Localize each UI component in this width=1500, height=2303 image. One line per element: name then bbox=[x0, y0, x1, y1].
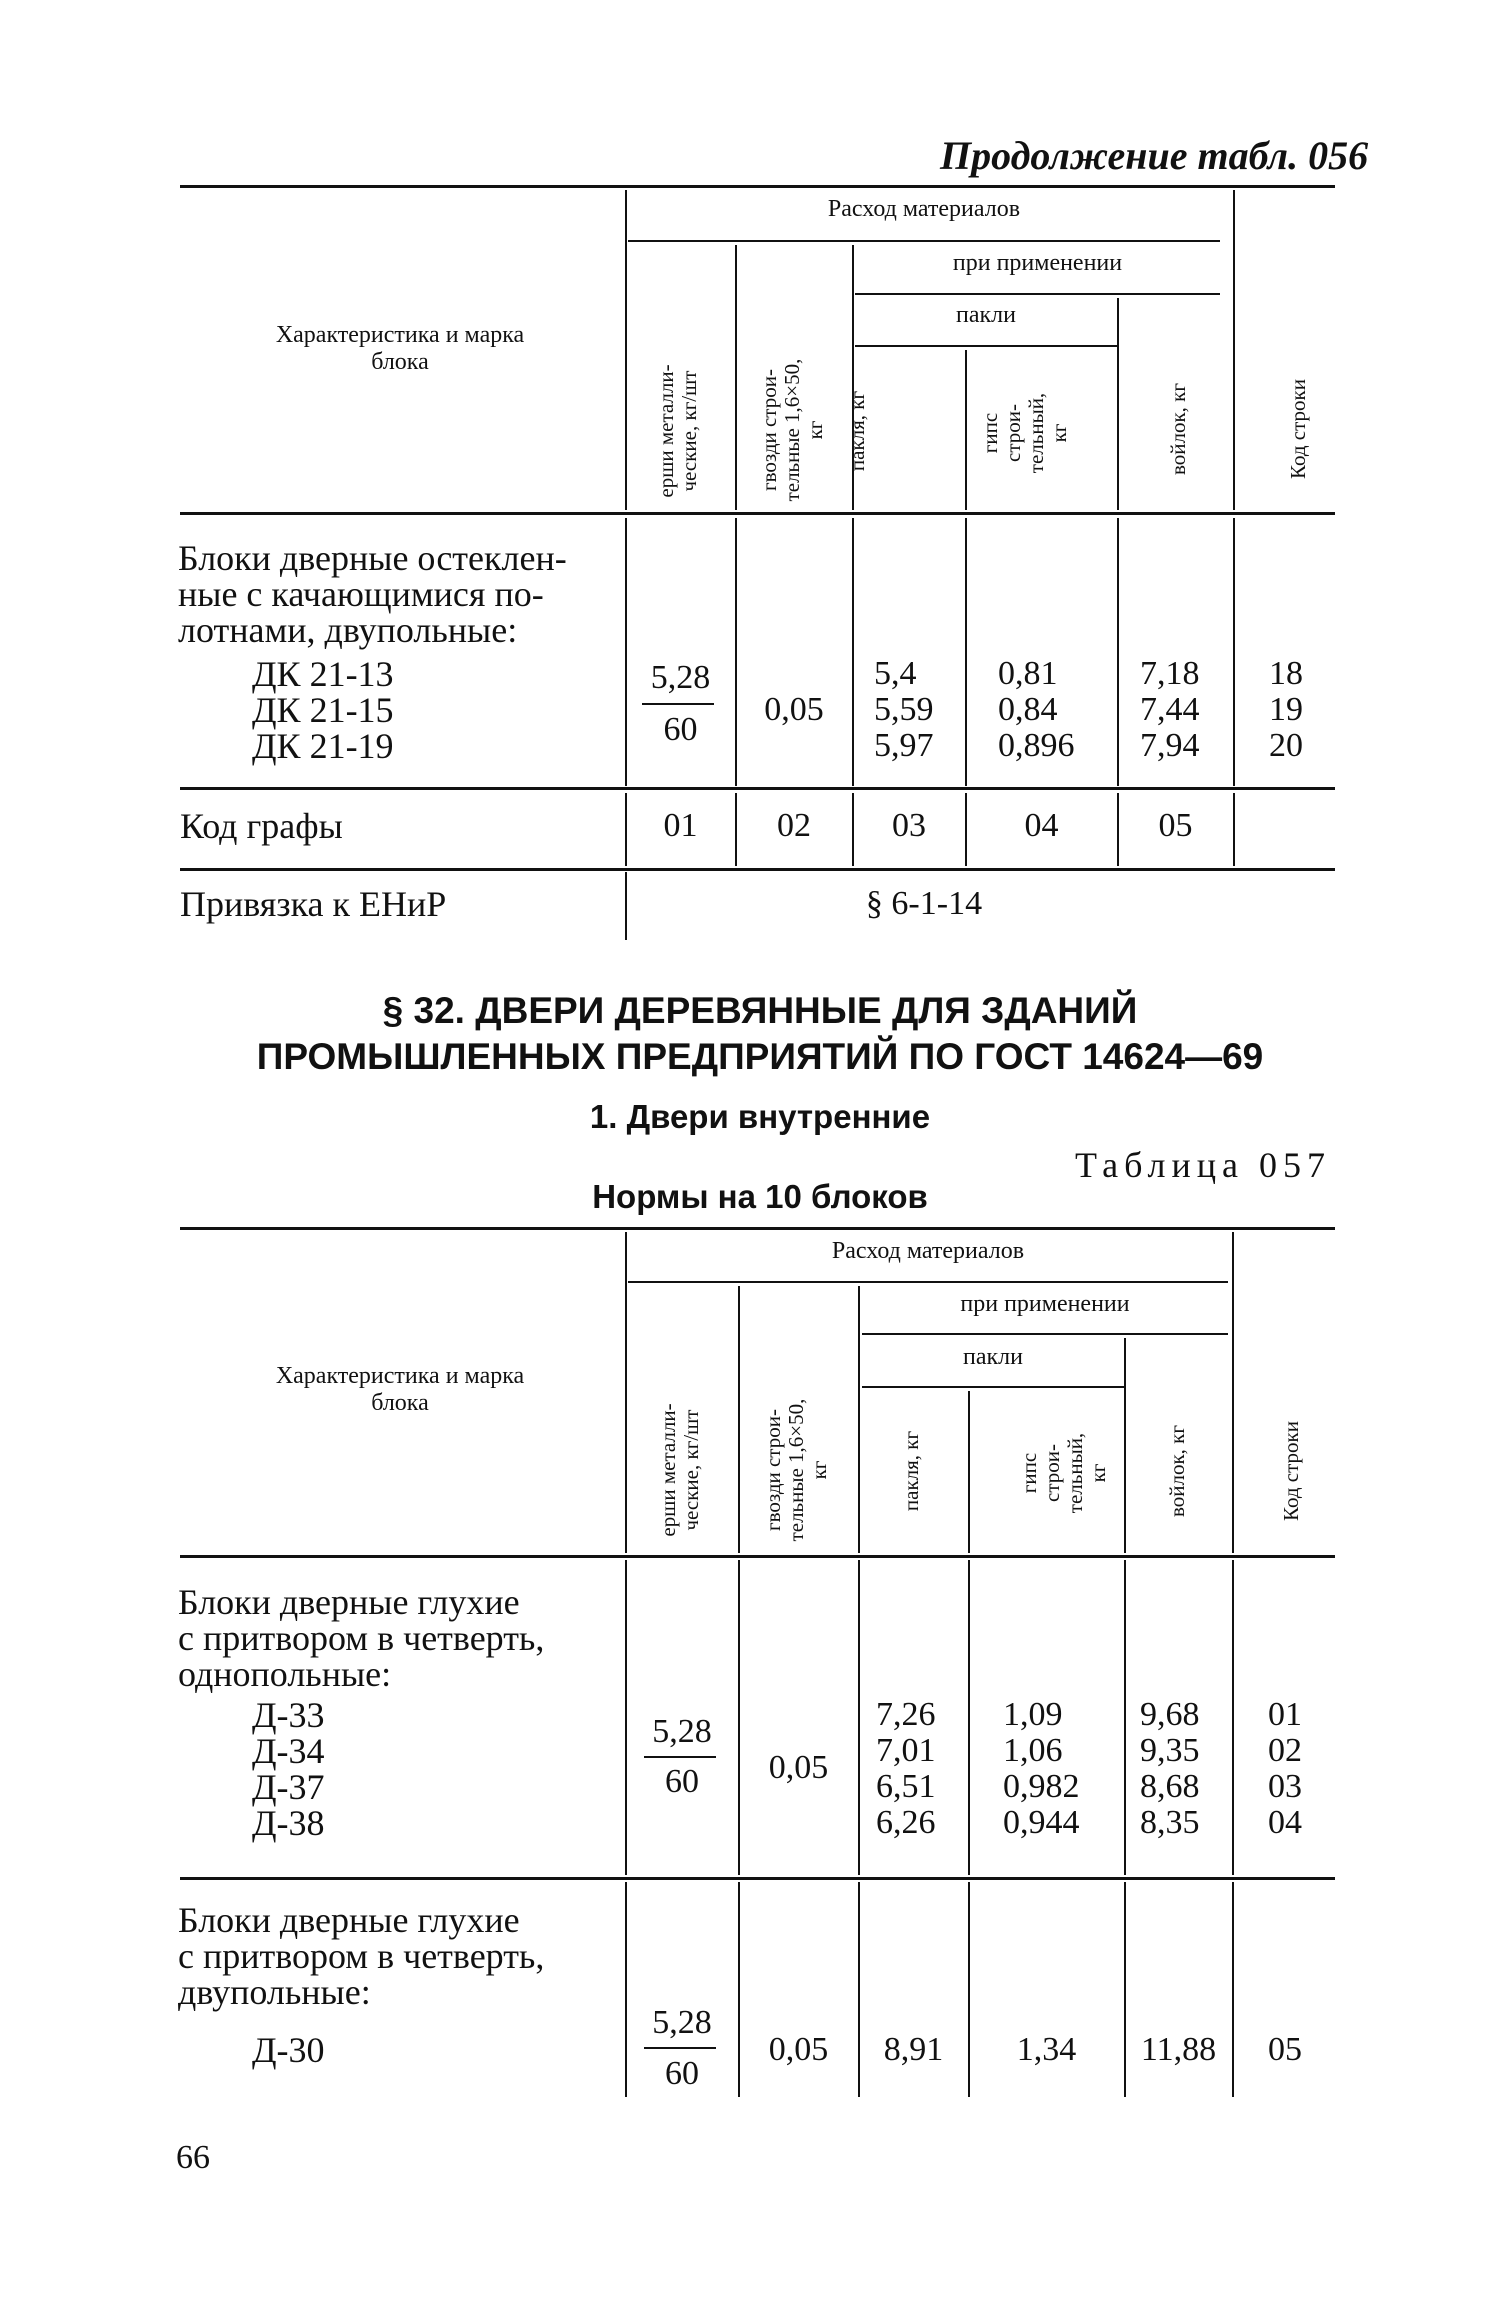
header-applied: при применении bbox=[960, 1291, 1130, 1317]
section-subtitle: 1. Двери внутренние bbox=[589, 1098, 931, 1135]
col-header-code: Код строки bbox=[1279, 1421, 1303, 1521]
group2-gvozdi: 0,05 bbox=[768, 2031, 829, 2068]
ershi-numerator: 5,28 bbox=[650, 659, 711, 696]
group1-voilok: 9,68 9,35 8,68 8,35 bbox=[1140, 1696, 1200, 1841]
header-characteristic: Характеристика и марка блока bbox=[275, 1363, 525, 1416]
col-header-gips: гипс строи- тельный, кг bbox=[1017, 1432, 1110, 1514]
code-04: 04 bbox=[1024, 807, 1059, 844]
table-continuation-title: Продолжение табл. 056 bbox=[940, 133, 1369, 178]
col-header-paklya: пакля, кг bbox=[845, 390, 869, 472]
header-materials: Расход материалов bbox=[827, 196, 1021, 222]
group2-ershi-denominator: 60 bbox=[665, 2055, 699, 2092]
row-codes: 18 19 20 bbox=[1269, 655, 1303, 764]
table-label: Таблица 057 bbox=[1075, 1145, 1331, 1185]
section-title-line1: § 32. ДВЕРИ ДЕРЕВЯННЫЕ ДЛЯ ЗДАНИЙ bbox=[382, 990, 1138, 1031]
group1-ershi-denominator: 60 bbox=[665, 1763, 699, 1800]
col-header-voilok: войлок, кг bbox=[1165, 1425, 1189, 1518]
norms-caption: Нормы на 10 блоков bbox=[592, 1178, 928, 1215]
col-header-code: Код строки bbox=[1286, 379, 1310, 479]
gvozdi-value: 0,05 bbox=[764, 691, 824, 728]
section-title-line2: ПРОМЫШЛЕННЫХ ПРЕДПРИЯТИЙ ПО ГОСТ 14624—69 bbox=[256, 1036, 1264, 1077]
group2-codes: 05 bbox=[1268, 2031, 1302, 2068]
gips-values: 0,81 0,84 0,896 bbox=[998, 655, 1075, 764]
col-header-gvozdi: гвозди строи- тельные 1,6×50, кг bbox=[757, 358, 827, 502]
group2-paklya: 8,91 bbox=[883, 2031, 944, 2068]
group2-voilok: 11,88 bbox=[1140, 2031, 1217, 2068]
header-applied: при применении bbox=[952, 250, 1123, 276]
group2-items: Д-30 bbox=[252, 2030, 325, 2070]
col-header-gips: гипс строи- тельный, кг bbox=[978, 392, 1071, 474]
header-materials: Расход материалов bbox=[831, 1238, 1025, 1264]
col-header-ershi: ерши металли- ческие, кг/шт bbox=[654, 364, 701, 498]
code-02: 02 bbox=[777, 807, 811, 844]
group1-items: Д-33 Д-34 Д-37 Д-38 bbox=[252, 1695, 325, 1843]
header-characteristic: Характеристика и марка блока bbox=[275, 322, 525, 375]
group1-ershi-numerator: 5,28 bbox=[652, 1713, 712, 1750]
col-header-ershi: ерши металли- ческие, кг/шт bbox=[656, 1403, 703, 1537]
page-number: 66 bbox=[176, 2139, 210, 2176]
header-pakli: пакли bbox=[963, 1344, 1023, 1370]
code-row-label: Код графы bbox=[180, 806, 343, 846]
group2-ershi-numerator: 5,28 bbox=[652, 2004, 712, 2041]
group-description: Блоки дверные остеклен- ные с качающимися по- лотнами, двупольные: bbox=[178, 538, 567, 650]
paklya-values: 5,4 5,59 5,97 bbox=[874, 655, 934, 764]
header-pakli: пакли bbox=[956, 302, 1016, 328]
group1-paklya: 7,26 7,01 6,51 6,26 bbox=[876, 1696, 936, 1841]
group1-codes: 01 02 03 04 bbox=[1268, 1696, 1302, 1841]
binding-label: Привязка к ЕНиР bbox=[180, 884, 447, 924]
col-header-voilok: войлок, кг bbox=[1166, 383, 1190, 476]
group1-gvozdi: 0,05 bbox=[768, 1749, 829, 1786]
group1-description: Блоки дверные глухие с притвором в четверть, однопольные: bbox=[178, 1582, 545, 1694]
group1-gips: 1,09 1,06 0,982 0,944 bbox=[1003, 1696, 1080, 1841]
code-03: 03 bbox=[892, 807, 926, 844]
binding-value: § 6-1-14 bbox=[865, 885, 983, 922]
ershi-denominator: 60 bbox=[663, 711, 698, 748]
voilok-values: 7,18 7,44 7,94 bbox=[1140, 655, 1200, 764]
group2-gips: 1,34 bbox=[1016, 2031, 1077, 2068]
item-list: ДК 21-13 ДК 21-15 ДК 21-19 bbox=[252, 654, 394, 766]
group2-description: Блоки дверные глухие с притвором в четверть, двупольные: bbox=[178, 1900, 545, 2012]
code-01: 01 bbox=[663, 807, 698, 844]
col-header-gvozdi: гвозди строи- тельные 1,6×50, кг bbox=[761, 1398, 831, 1542]
col-header-paklya: пакля, кг bbox=[899, 1430, 923, 1512]
code-05: 05 bbox=[1158, 807, 1193, 844]
